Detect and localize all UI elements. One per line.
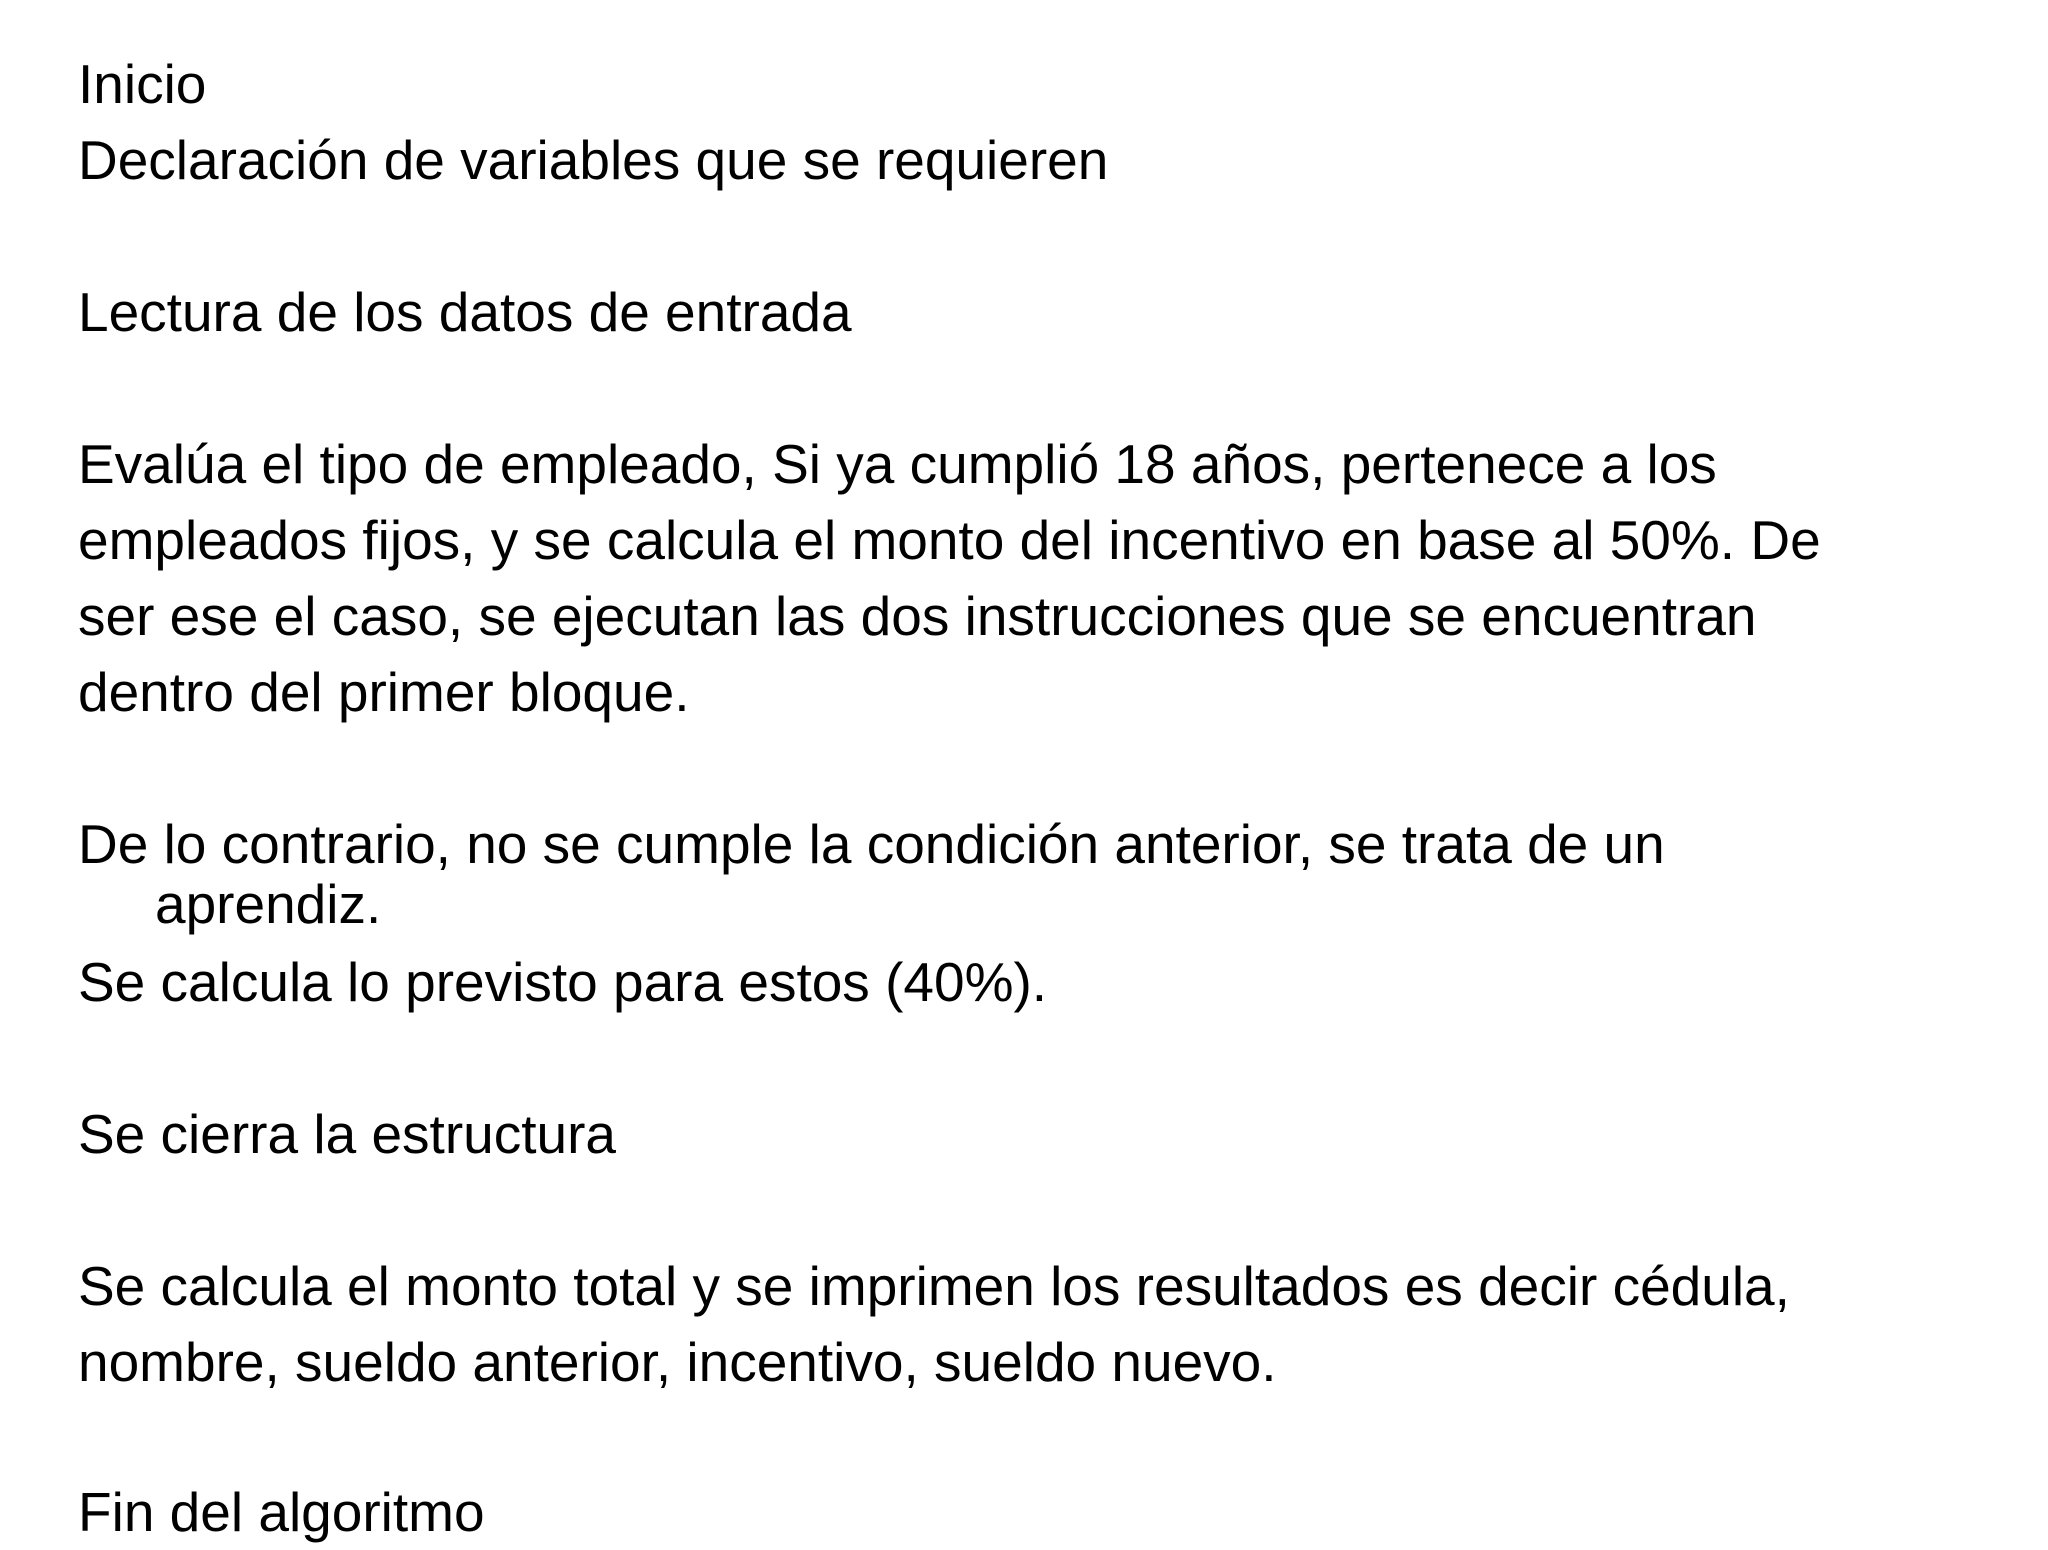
line-declaracion: Declaración de variables que se requieren: [78, 129, 1109, 191]
paragraph-evalua-line-4: dentro del primer bloque.: [78, 661, 690, 723]
line-inicio: Inicio: [78, 53, 207, 115]
paragraph-monto-total-line-1: Se calcula el monto total y se imprimen los resultados es decir cédula,: [78, 1255, 1790, 1317]
paragraph-evalua-line-1: Evalúa el tipo de empleado, Si ya cumplió 18 años, pertenece a los: [78, 433, 1717, 495]
line-calcula-previsto: Se calcula lo previsto para estos (40%).: [78, 951, 1048, 1013]
line-lectura: Lectura de los datos de entrada: [78, 281, 852, 343]
paragraph-contrario-line-1: De lo contrario, no se cumple la condición anterior, se trata de un: [78, 813, 1665, 875]
line-cierra-estructura: Se cierra la estructura: [78, 1103, 616, 1165]
paragraph-monto-total-line-2: nombre, sueldo anterior, incentivo, sueldo nuevo.: [78, 1331, 1277, 1393]
paragraph-evalua-line-2: empleados fijos, y se calcula el monto del incentivo en base al 50%. De: [78, 509, 1821, 571]
line-fin-algoritmo: Fin del algoritmo: [78, 1481, 485, 1543]
paragraph-evalua-line-3: ser ese el caso, se ejecutan las dos instrucciones que se encuentran: [78, 585, 1757, 647]
paragraph-contrario-line-2: aprendiz.: [155, 873, 382, 935]
